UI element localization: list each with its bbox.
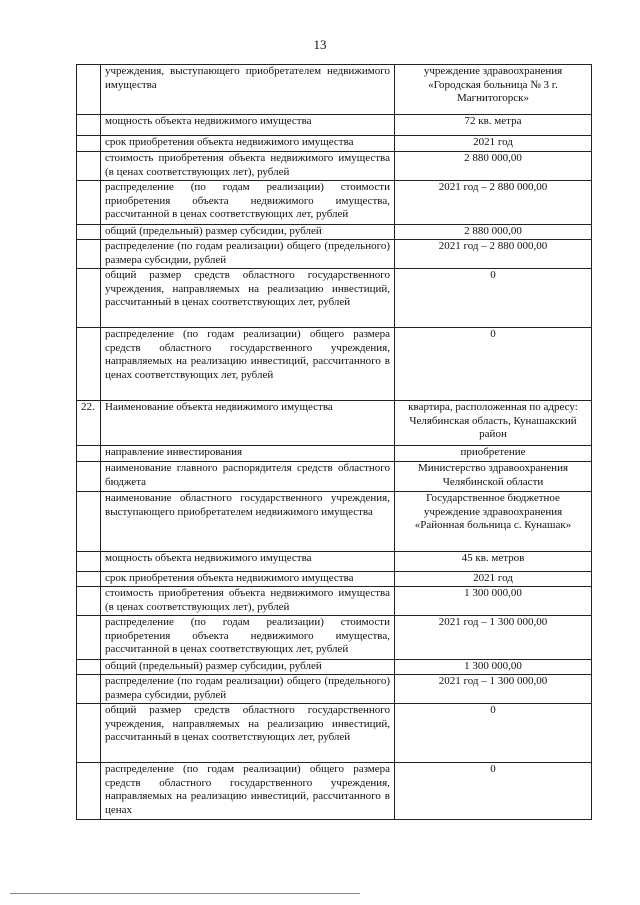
row-number xyxy=(77,462,101,492)
table-row xyxy=(77,552,592,572)
table-row xyxy=(77,225,592,240)
row-value: 0 xyxy=(395,704,592,763)
row-number xyxy=(77,552,101,572)
row-number xyxy=(77,65,101,115)
table-row xyxy=(77,136,592,152)
table-row xyxy=(77,587,592,616)
table-row xyxy=(77,763,592,820)
row-number xyxy=(77,240,101,269)
table-row xyxy=(77,328,592,401)
row-number xyxy=(77,152,101,181)
row-number xyxy=(77,616,101,660)
row-value: 2021 год xyxy=(395,136,592,152)
row-label: общий размер средств областного государственного учреждения, направляемых на реализацию инвестиций, рассчитанный в ценах соответствующих лет, рублей xyxy=(101,704,395,763)
row-label: Наименование объекта недвижимого имущества xyxy=(101,401,395,446)
row-label: стоимость приобретения объекта недвижимого имущества (в ценах соответствующих лет), рублей xyxy=(101,152,395,181)
table-row xyxy=(77,181,592,225)
row-number: 22. xyxy=(77,401,101,446)
row-label: срок приобретения объекта недвижимого имущества xyxy=(101,572,395,587)
row-number xyxy=(77,269,101,328)
row-value: 1 300 000,00 xyxy=(395,660,592,675)
row-value: 0 xyxy=(395,763,592,820)
row-label: стоимость приобретения объекта недвижимого имущества (в ценах соответствующих лет), рублей xyxy=(101,587,395,616)
row-label: мощность объекта недвижимого имущества xyxy=(101,115,395,136)
table-row xyxy=(77,616,592,660)
row-number xyxy=(77,763,101,820)
row-label: общий (предельный) размер субсидии, рублей xyxy=(101,225,395,240)
row-value: 2021 год – 1 300 000,00 xyxy=(395,675,592,704)
row-label: мощность объекта недвижимого имущества xyxy=(101,552,395,572)
row-number xyxy=(77,492,101,552)
row-number xyxy=(77,446,101,462)
table-row xyxy=(77,660,592,675)
row-label: распределение (по годам реализации) стоимости приобретения объекта недвижимого имущества, рассчитанной в ценах соответствующих лет, рублей xyxy=(101,181,395,225)
row-label: распределение (по годам реализации) общего (предельного) размера субсидии, рублей xyxy=(101,675,395,704)
table-row xyxy=(77,492,592,552)
row-label: учреждения, выступающего приобретателем недвижимого имущества xyxy=(101,65,395,115)
row-value: учреждение здравоохранения «Городская больница № 3 г. Магнитогорск» xyxy=(395,65,592,115)
row-label: наименование областного государственного учреждения, выступающего приобретателем недвижимого имущества xyxy=(101,492,395,552)
row-label: распределение (по годам реализации) общего размера средств областного государственного учреждения, направляемых на реализацию инвестиций, рассчитанного в ценах соответствующих лет, рублей xyxy=(101,328,395,401)
row-value: квартира, расположенная по адресу: Челябинская область, Кунашакский район xyxy=(395,401,592,446)
row-number xyxy=(77,136,101,152)
row-value: 45 кв. метров xyxy=(395,552,592,572)
page-number: 13 xyxy=(313,37,327,52)
row-value: 1 300 000,00 xyxy=(395,587,592,616)
table-row xyxy=(77,572,592,587)
bottom-rule xyxy=(10,893,360,894)
row-value: приобретение xyxy=(395,446,592,462)
row-value: 2021 год xyxy=(395,572,592,587)
row-value: 0 xyxy=(395,328,592,401)
row-value: 0 xyxy=(395,269,592,328)
row-value: Государственное бюджетное учреждение здравоохранения «Районная больница с. Кунашак» xyxy=(395,492,592,552)
row-label: наименование главного распорядителя средств областного бюджета xyxy=(101,462,395,492)
row-number xyxy=(77,225,101,240)
table-row xyxy=(77,675,592,704)
row-value: 2021 год – 1 300 000,00 xyxy=(395,616,592,660)
row-label: распределение (по годам реализации) стоимости приобретения объекта недвижимого имущества, рассчитанной в ценах соответствующих лет, рублей xyxy=(101,616,395,660)
row-number xyxy=(77,675,101,704)
row-number xyxy=(77,181,101,225)
row-number xyxy=(77,572,101,587)
table-row xyxy=(77,115,592,136)
table-row xyxy=(77,401,592,446)
row-value: 2 880 000,00 xyxy=(395,225,592,240)
row-value: 2021 год – 2 880 000,00 xyxy=(395,181,592,225)
row-label: общий размер средств областного государственного учреждения, направляемых на реализацию инвестиций, рассчитанный в ценах соответствующих лет, рублей xyxy=(101,269,395,328)
row-number xyxy=(77,115,101,136)
row-label: общий (предельный) размер субсидии, рублей xyxy=(101,660,395,675)
row-number xyxy=(77,704,101,763)
table-row xyxy=(77,462,592,492)
table-row xyxy=(77,269,592,328)
row-number xyxy=(77,328,101,401)
table-row xyxy=(77,446,592,462)
row-number xyxy=(77,660,101,675)
table-row xyxy=(77,65,592,115)
table-row xyxy=(77,704,592,763)
row-value: 2021 год – 2 880 000,00 xyxy=(395,240,592,269)
table-row xyxy=(77,152,592,181)
table-row xyxy=(77,240,592,269)
row-label: распределение (по годам реализации) общего размера средств областного государственного учреждения, направляемых на реализацию инвестиций, рассчитанного в ценах xyxy=(101,763,395,820)
row-value: 72 кв. метра xyxy=(395,115,592,136)
row-number xyxy=(77,587,101,616)
row-value: Министерство здравоохранения Челябинской области xyxy=(395,462,592,492)
investment-objects-table xyxy=(76,64,592,820)
row-label: распределение (по годам реализации) общего (предельного) размера субсидии, рублей xyxy=(101,240,395,269)
row-label: срок приобретения объекта недвижимого имущества xyxy=(101,136,395,152)
row-label: направление инвестирования xyxy=(101,446,395,462)
table-body xyxy=(77,65,592,820)
row-value: 2 880 000,00 xyxy=(395,152,592,181)
